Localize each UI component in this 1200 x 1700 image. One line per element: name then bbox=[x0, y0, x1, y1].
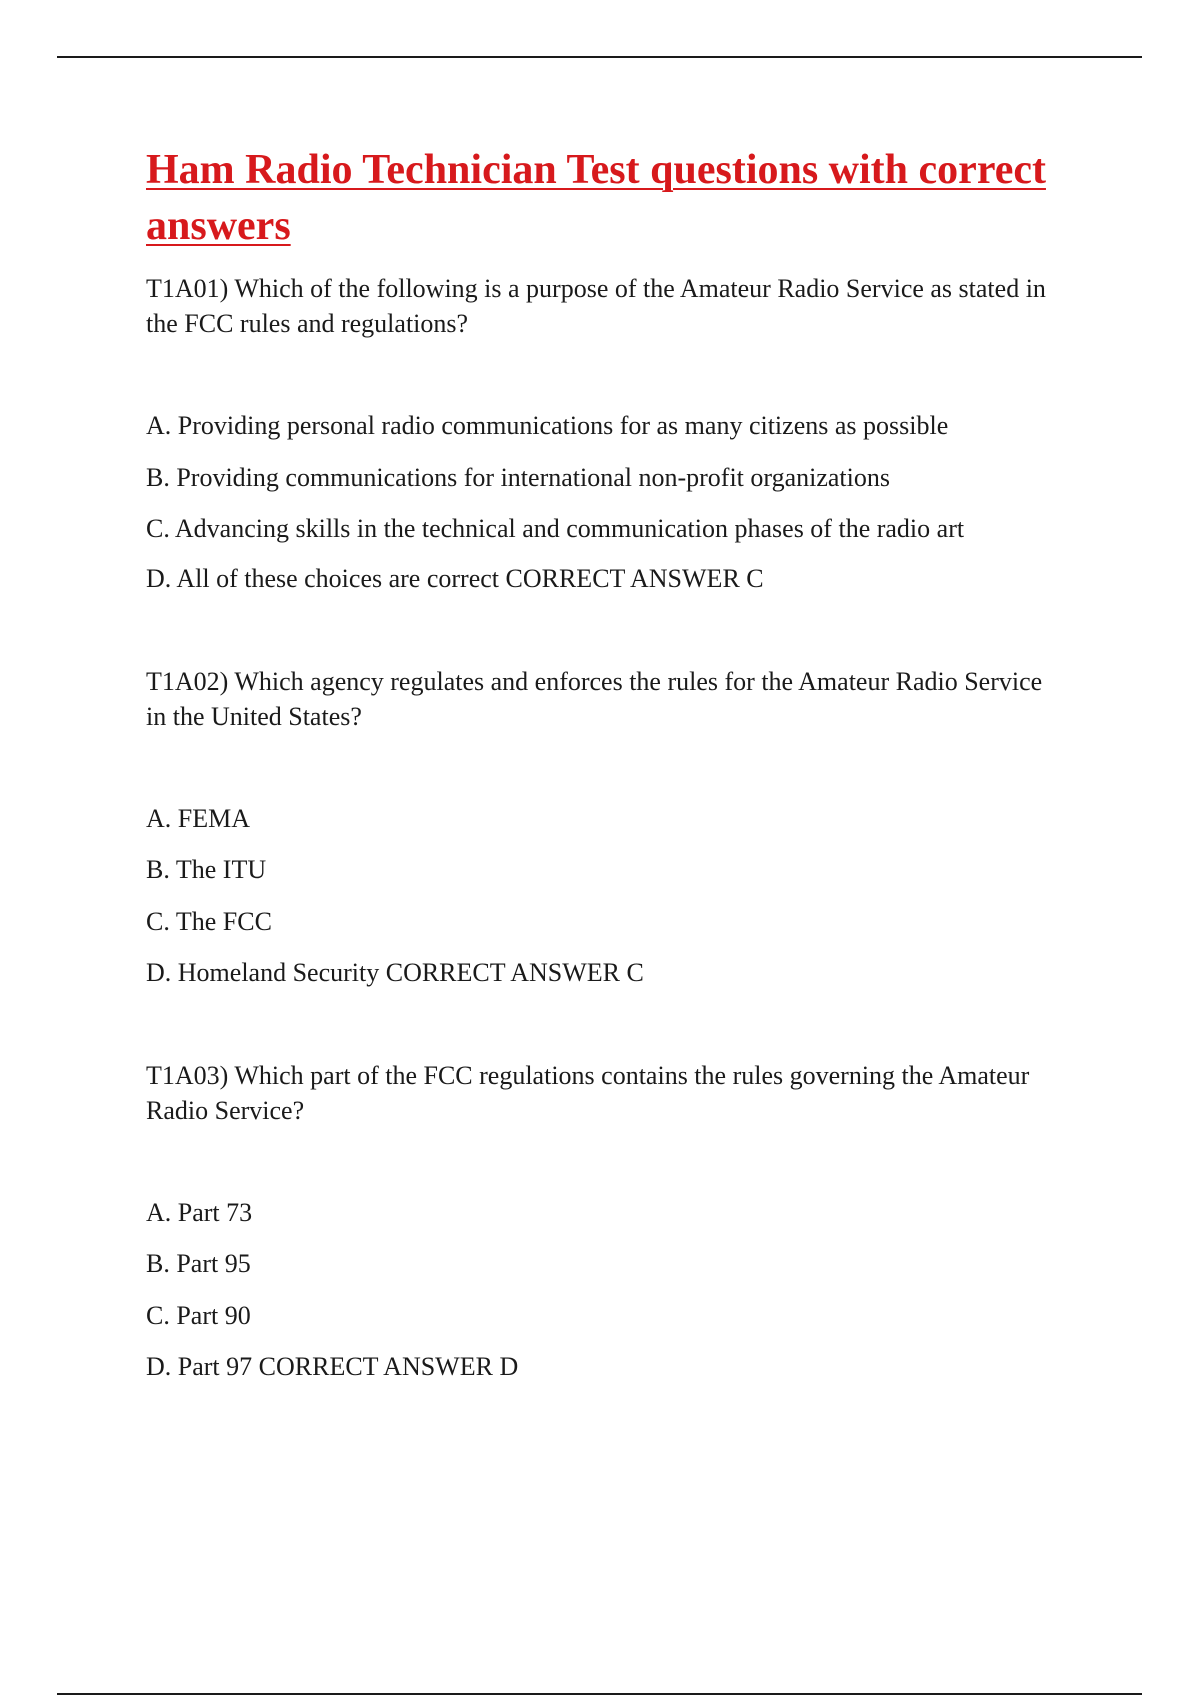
question-3-option-a: A. Part 73 bbox=[146, 1198, 253, 1227]
page-title: Ham Radio Technician Test questions with correct answers bbox=[146, 147, 1046, 249]
footer-rule bbox=[57, 1693, 1142, 1695]
question-2-option-d: D. Homeland Security CORRECT ANSWER C bbox=[146, 958, 644, 987]
question-2-option-c: C. The FCC bbox=[146, 907, 272, 936]
question-1-option-b: B. Providing communications for international non-profit organizations bbox=[146, 463, 890, 492]
question-3-option-c: C. Part 90 bbox=[146, 1301, 251, 1330]
question-3-option-b: B. Part 95 bbox=[146, 1249, 251, 1278]
question-3-option-d: D. Part 97 CORRECT ANSWER D bbox=[146, 1352, 519, 1381]
question-3-text: T1A03) Which part of the FCC regulations contains the rules governing the Amateur Radio Service? bbox=[146, 1061, 1030, 1125]
question-2-option-b: B. The ITU bbox=[146, 855, 267, 884]
question-1-option-a: A. Providing personal radio communications for as many citizens as possible bbox=[146, 411, 949, 440]
header-rule bbox=[57, 56, 1142, 58]
question-1-option-c: C. Advancing skills in the technical and communication phases of the radio art bbox=[146, 514, 965, 543]
question-2-text: T1A02) Which agency regulates and enforces the rules for the Amateur Radio Service in the United States? bbox=[146, 667, 1043, 731]
question-2-option-a: A. FEMA bbox=[146, 804, 251, 833]
question-1-text: T1A01) Which of the following is a purpose of the Amateur Radio Service as stated in the FCC rules and regulations? bbox=[146, 274, 1046, 338]
question-1-option-d: D. All of these choices are correct CORRECT ANSWER C bbox=[146, 564, 764, 593]
